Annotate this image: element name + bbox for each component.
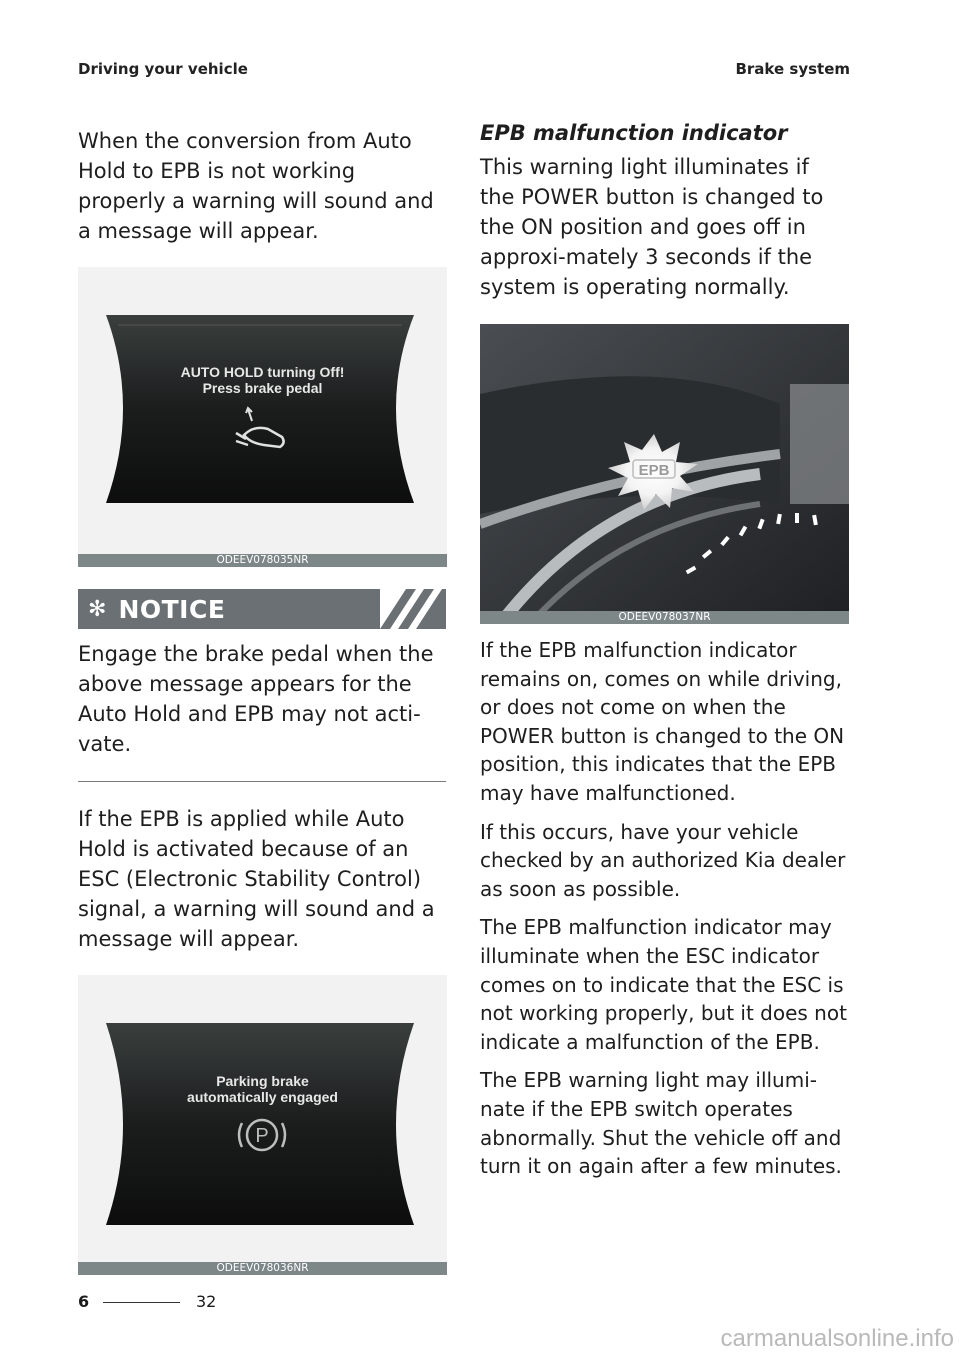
page-number: 32 [196,1292,217,1311]
figure-parking-brake-engaged [78,975,447,1275]
paragraph-dealer: If this occurs, have your vehicle checked by an authorized Kia dealer as soon as possible. [480,819,846,901]
left-column [78,126,446,1275]
display-message-line2: automatically engaged [187,1089,338,1105]
figure-caption: ODEEV078037NR [480,611,849,624]
right-column [480,121,848,1191]
notice-title: NOTICE [118,594,226,624]
figure-autohold-off [78,267,447,567]
figure-caption: ODEEV078036NR [78,1262,447,1275]
epb-indicator-label: EPB [638,462,670,479]
paragraph-warning-light: This warning light illuminates if the POWER button is changed to the ON position and goes off in approxi-mately 3 seconds if the system is operating normally. [480,155,824,299]
asterisk-icon: ✻ [88,596,107,622]
figure-caption: ODEEV078035NR [78,554,447,567]
footer-rule [103,1302,180,1303]
chapter-number: 6 [78,1292,90,1311]
paragraph-esc-indicator: The EPB malfunction indicator may illuminate when the ESC indicator comes on to indicate that the ESC is not working properly, but it does not indicate a malfunction of the EPB. [480,915,847,1054]
notice-banner [78,589,446,629]
stripes-decoration-icon [380,589,446,629]
running-header-topic: Brake system [735,60,850,78]
display-message-line1: Parking brake [216,1073,309,1089]
notice-text: Engage the brake pedal when the above message appears for the Auto Hold and EPB may not acti-vate. [78,642,434,756]
parking-brake-letter: P [255,1125,269,1147]
paragraph-esc-applied: If the EPB is applied while Auto Hold is activated because of an ESC (Electronic Stability Control) signal, a warning will sound and a message will appear. [78,807,435,951]
cluster-display-1 [78,267,447,567]
instrument-cluster-photo [480,324,849,624]
display-message-line1: AUTO HOLD turning Off! [180,364,345,380]
section-title: EPB malfunction indicator [480,121,788,145]
watermark: carmanualsonline.info [720,1325,954,1352]
paragraph-autohold-conversion: When the conversion from Auto Hold to EPB is not working properly a warning will sound and a message will appear. [78,129,434,243]
cluster-display-2 [78,975,447,1275]
paragraph-malfunction: If the EPB malfunction indicator remains on, comes on while driving, or does not come on when the POWER button is changed to the ON position, this indicates that the EPB may have malfunctioned. [480,638,845,805]
notice-divider [78,781,446,782]
paragraph-switch: The EPB warning light may illumi-nate if the EPB switch operates abnormally. Shut the vehicle off and turn it on again after a few minutes. [480,1068,842,1179]
figure-epb-indicator [480,324,849,624]
display-message-line2: Press brake pedal [202,380,323,396]
running-header-section: Driving your vehicle [78,60,248,78]
